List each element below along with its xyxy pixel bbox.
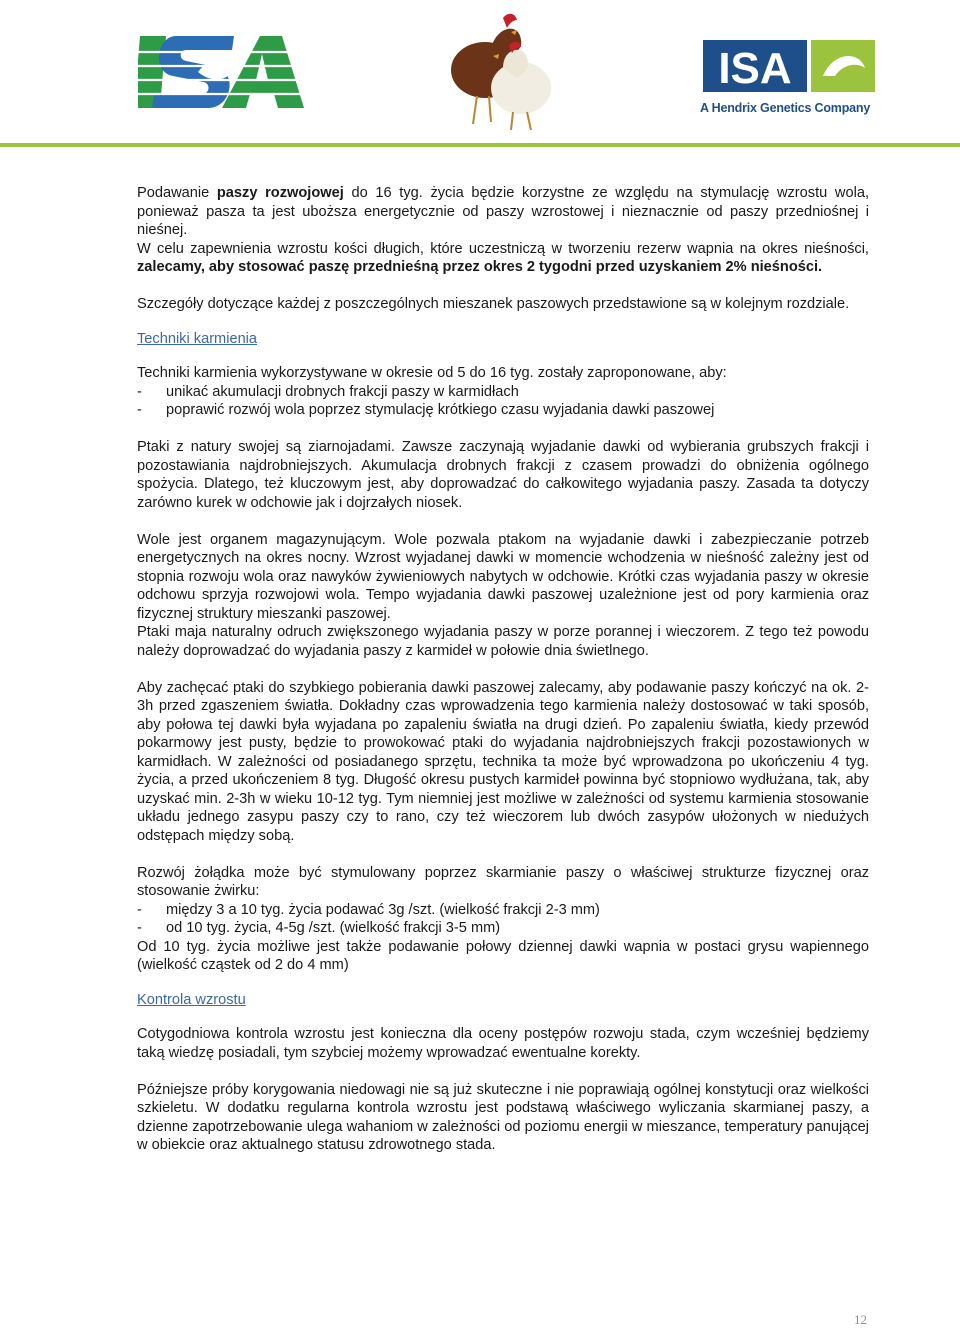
paragraph-techniques-intro: Techniki karmienia wykorzystywane w okresie od 5 do 16 tyg. zostały zaproponowane, aby: [137, 365, 727, 381]
paragraph-crop: Wole jest organem magazynującym. Wole pozwala ptakom na wyjadanie dawki i zabezpieczanie potrzeb energetycznych na okres nocny. Wzrost wyjadanej dawki w momencie wchodzenia w nieśność zależny jest od stopnia rozwoju wola oraz nawyków żywieniowych nabytych w odchowie. Krótki czas wyjadania paszy w okresie odchowu sprzyja rozwojowi wola. Tempo wyjadania dawki paszowej uzależnione jest od pory karmienia oraz fizycznej struktury mieszanki paszowej. [137, 531, 869, 622]
section-heading-growth-control: Kontrola wzrostu [137, 991, 246, 1008]
paragraph-granivores: Ptaki z natury swojej są ziarnojadami. Zawsze zaczynają wyjadanie dawki od wybierania grubszych frakcji i pozostawiania najdrobniejszych. Akumulacja drobnych frakcji z czasem prowadzi do obniżenia ogólnego spożycia. Dlatego, też kluczowym jest, aby doprowadzać do całkowitego wyjadania paszy. Zasada ta dotyczy zarówno kurek w odchowie jak i dojrzałych niosek. [137, 439, 869, 511]
paragraph-late-correction: Późniejsze próby korygowania niedowagi nie są już skuteczne i nie poprawiają ogólnej konstytucji oraz wielkości szkieletu. W dodatku regularna kontrola wzrostu jest podstawą właściwego wyliczania skarmianej paszy, a dzienne zapotrzebowanie ulega wahaniom w zależności od poziomu energii w mieszance, temperatury panującej w obiekcie oraz aktualnego statusu zdrowotnego stada. [137, 1081, 869, 1153]
list-item: - unikać akumulacji drobnych frakcji paszy w karmidłach [137, 383, 519, 400]
comb-icon [503, 14, 517, 28]
hens-illustration [443, 8, 558, 133]
list-item: - poprawić rozwój wola poprzez stymulację krótkiego czasu wyjadania dawki paszowej [137, 402, 715, 418]
paragraph-gizzard: Rozwój żołądka może być stymulowany poprzez skarmianie paszy o właściwej strukturze fizycznej oraz stosowanie żwirku: [137, 864, 869, 899]
isa-logo-left [138, 36, 304, 108]
paragraph-empty-feeders: Aby zachęcać ptaki do szybkiego pobierania dawki paszowej zalecamy, aby podawanie paszy kończyć na ok. 2-3h przed zgaszeniem światła. Dokładny czas wprowadzenia tego karmienia należy dostosować w taki sposób, aby połowa tej dawki była wyjadana po zapaleniu światła na drugi dzień. Po zapaleniu światła, kiedy przewód pokarmowy jest pusty, będzie to prowokować ptaki do wyjadania najdrobniejszych frakcji pozostawionych w karmidłach. W zależności od posiadanego sprzętu, technika ta może być wprowadzona po ukończeniu 4 tyg. życia, a przed ukończeniem 8 tyg. Długość okresu pustych karmideł powinna być stopniowo wydłużana, tak, aby uzyskać min. 2-3h w wieku 10-12 tyg. Tym niemniej jest możliwe w zależności od systemu karmienia stosowanie układu jednego zasypu paszy czy to rano, czy też wieczorem lub dwóch zasypów ułożonych w niedużych odstępach między sobą. [137, 679, 869, 844]
paragraph-details: Szczegóły dotyczące każdej z poszczególnych mieszanek paszowych przedstawione są w kolejnym rozdziale. [137, 296, 850, 312]
bullet-list-techniques [137, 383, 869, 420]
paragraph-weekly-control: Cotygodniowa kontrola wzrostu jest konieczna dla oceny postępów rozwoju stada, czym wcześniej będziemy taką wiedzę posiadali, tym szybciej możemy wprowadzać ewentualne korekty. [137, 1026, 869, 1061]
list-item: - od 10 tyg. życia, 4-5g /szt. (wielkość frakcji 3-5 mm) [137, 920, 501, 936]
document-body [137, 184, 869, 1155]
paragraph-bones: W celu zapewnienia wzrostu kości długich, które uczestniczą w tworzeniu rezerw wapnia na okres nieśności, zalecamy, aby stosować paszę przednieśną przez okres 2 tygodni przed uzyskaniem 2% nieśności. [137, 240, 869, 275]
list-item: - między 3 a 10 tyg. życia podawać 3g /szt. (wielkość frakcji 2-3 mm) [137, 901, 600, 918]
section-heading-feeding-techniques: Techniki karmienia [137, 330, 258, 347]
bold-term: paszy rozwojowej [216, 185, 344, 201]
paragraph-reflex: Ptaki maja naturalny odruch zwiększonego wyjadania paszy w porze porannej i wieczorem. Z tego też powodu należy doprowadzać do wyjadania paszy z karmideł w połowie dnia świetlnego. [137, 624, 869, 659]
paragraph-grower-feed: Podawanie paszy rozwojowej do 16 tyg. życia będzie korzystne ze względu na stymulację wzrostu wola, ponieważ pasza ta jest uboższa energetycznie od paszy wzrostowej i nieznacznie od paszy przedniośnej i nieśnej. [137, 185, 869, 238]
company-tagline: A Hendrix Genetics Company [700, 101, 871, 115]
bullet-list-grit [137, 901, 869, 938]
isa-logo-text: ISA [718, 44, 792, 93]
paragraph-limestone: Od 10 tyg. życia możliwe jest także podawanie połowy dziennej dawki wapnia w postaci grysu wapiennego (wielkość cząstek od 2 do 4 mm) [137, 938, 869, 973]
page-number: 12 [854, 1312, 867, 1327]
bold-recommendation: zalecamy, aby stosować paszę przednieśną przez okres 2 tygodni przed uzyskaniem 2% nieśności. [137, 259, 823, 275]
header-divider [0, 143, 960, 147]
page-header [0, 0, 960, 150]
